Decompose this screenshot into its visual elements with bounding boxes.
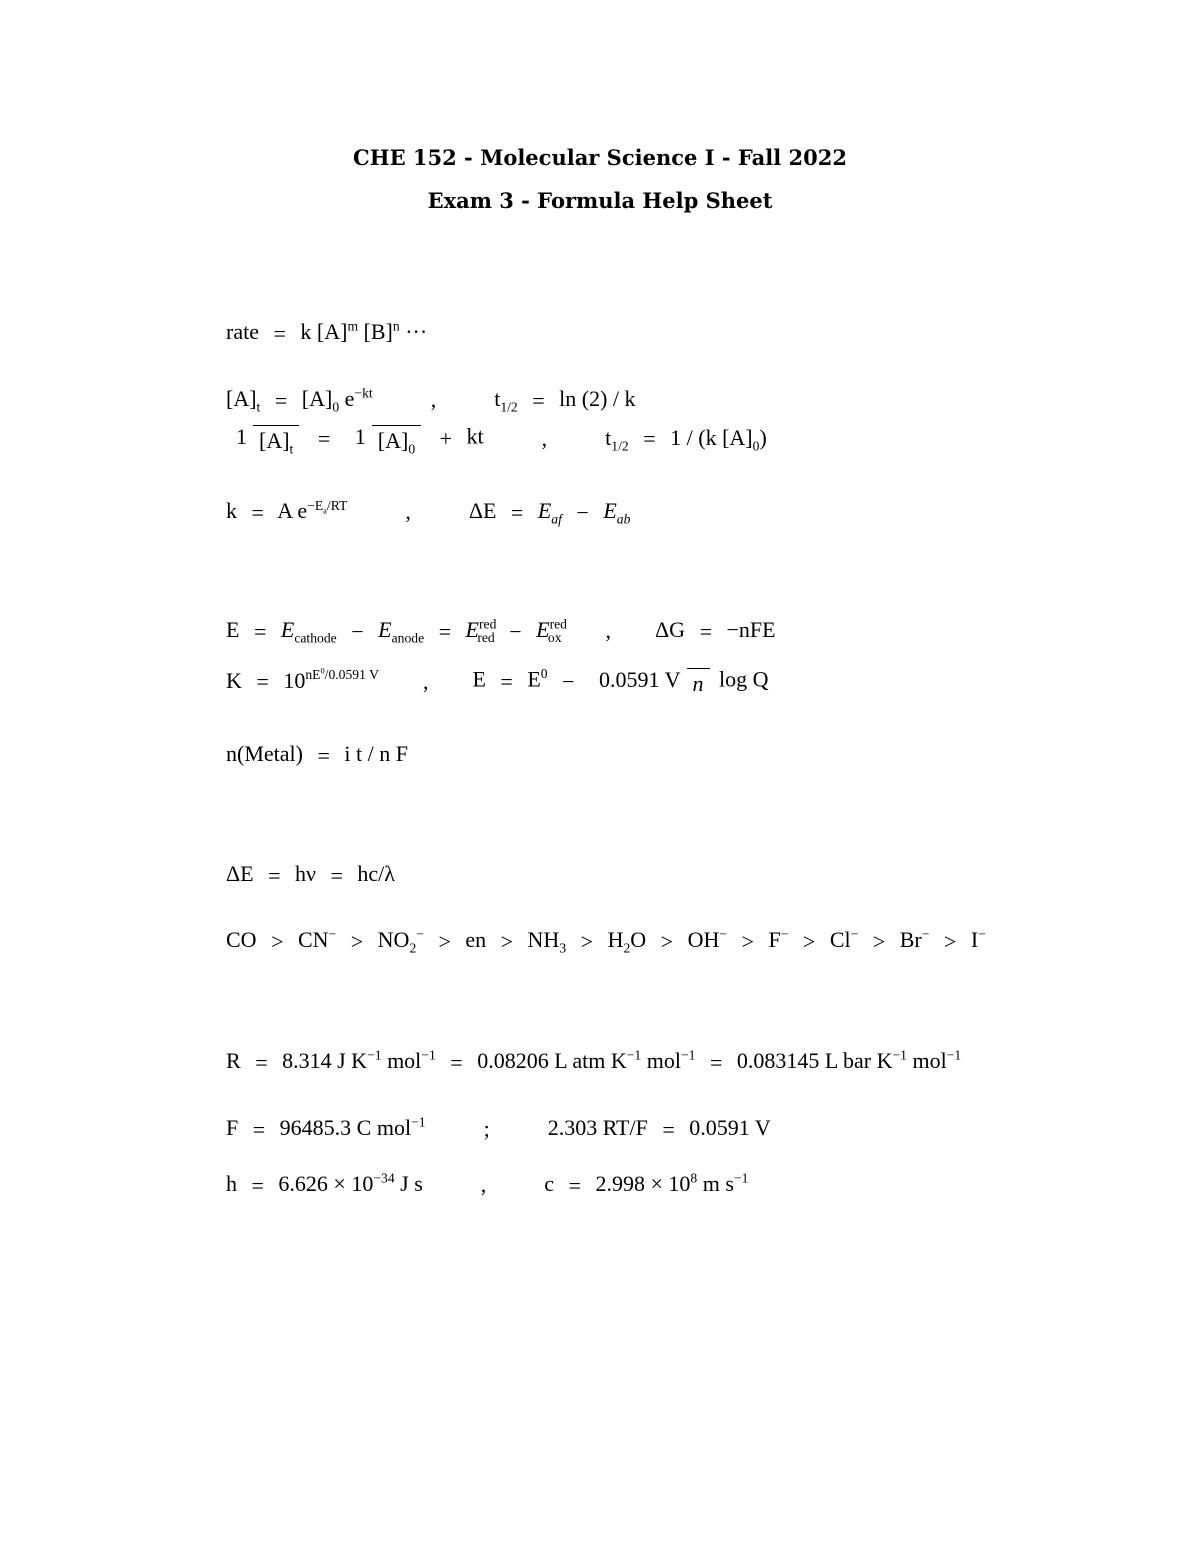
page-subtitle: Exam 3 - Formula Help Sheet xyxy=(427,188,773,213)
page-title: CHE 152 - Molecular Science I - Fall 2022 xyxy=(353,145,847,170)
gibbs-equation: ΔG = −nFE xyxy=(655,616,776,644)
faraday-constant: F = 96485.3 C mol$^{-1}$ xyxy=(226,1114,426,1142)
equilibrium-constant: $K = 10^{nE^0/0.0591 V}$ xyxy=(226,665,379,695)
rate-law: rate = k $[A]^m$ $[B]^n$ ··· xyxy=(226,318,428,346)
photon-energy: ΔE = hν = hc/λ xyxy=(226,860,395,888)
rt-over-f: 2.303 RT/F = 0.0591 V xyxy=(547,1114,771,1142)
planck-constant: $h = 6.626 \times 10^{-34}$ J s xyxy=(226,1170,423,1198)
second-order-half-life: $t_{1/2} = 1 / (k$ $[A]_0$) xyxy=(605,424,767,453)
first-order-half-life: $t_{1/2} = \ln (2) / k$ xyxy=(494,385,636,415)
first-order-line: $[A]_t = [A]_0$ $e^{-kt}$ , $t_{1/2} = \ln (2) / k$ xyxy=(226,385,636,415)
planck-line: $h = 6.626 \times 10^{-34}$ J s , $c = 2.998 \times 10^8$ m $s^{-1}$ xyxy=(226,1170,749,1198)
speed-of-light: $c = 2.998 \times 10^8$ m $s^{-1}$ xyxy=(544,1170,749,1198)
first-order-conc: $[A]_t = [A]_0$ $e^{-kt}$ xyxy=(226,385,373,415)
cell-potential-line: $E = E_{cathode} - E_{anode} = E^{red}_{red} - E^{red}_{ox}$ , ΔG = −nFE xyxy=(226,616,776,646)
energy-difference: $\Delta E = E_{af} - E_{ab}$ xyxy=(468,497,631,527)
faraday-line: F = 96485.3 C mol$^{-1}$ ; 2.303 RT/F = 0.0591 V xyxy=(226,1114,771,1142)
second-order-conc: 1 $[A]_t = 1$ $[A]_0$ + kt xyxy=(236,423,484,457)
cell-potential: $E = E_{cathode} - E_{anode} = E^{red}_{red} - E^{red}_{ox}$ xyxy=(226,616,567,646)
second-order-line: 1 $[A]_t = 1$ $[A]_0$ + kt , $t_{1/2} = 1 / (k$ $[A]_0$) xyxy=(226,425,767,452)
arrhenius-line: k = A $e^{-E_a/RT}$ , $\Delta E = E_{af} - E_{ab}$ xyxy=(226,497,631,527)
nernst-line: $K = 10^{nE^0/0.0591 V}$ , $E = E^0 - 0.0591$ V n log Q xyxy=(226,665,769,696)
electrolysis-line: n(Metal) = i t / n F xyxy=(226,740,408,768)
arrhenius-equation: k = A $e^{-E_a/RT}$ xyxy=(226,497,348,525)
nernst-equation: $E = E^0 - 0.0591$ V n log Q xyxy=(472,666,769,696)
gas-constant: R = 8.314 J $K^{-1}$ mol$^{-1}$ = 0.08206 L atm $K^{-1}$ mol$^{-1}$ = 0.083145 L bar $K^{-1}$ mol$^{-1}$ xyxy=(226,1047,962,1075)
spectrochemical-series: CO > $CN^- > NO_2^-$ > en > $NH_3 > H_2O > OH^- > F^- > Cl^- > Br^- > I^-$ xyxy=(226,926,986,956)
